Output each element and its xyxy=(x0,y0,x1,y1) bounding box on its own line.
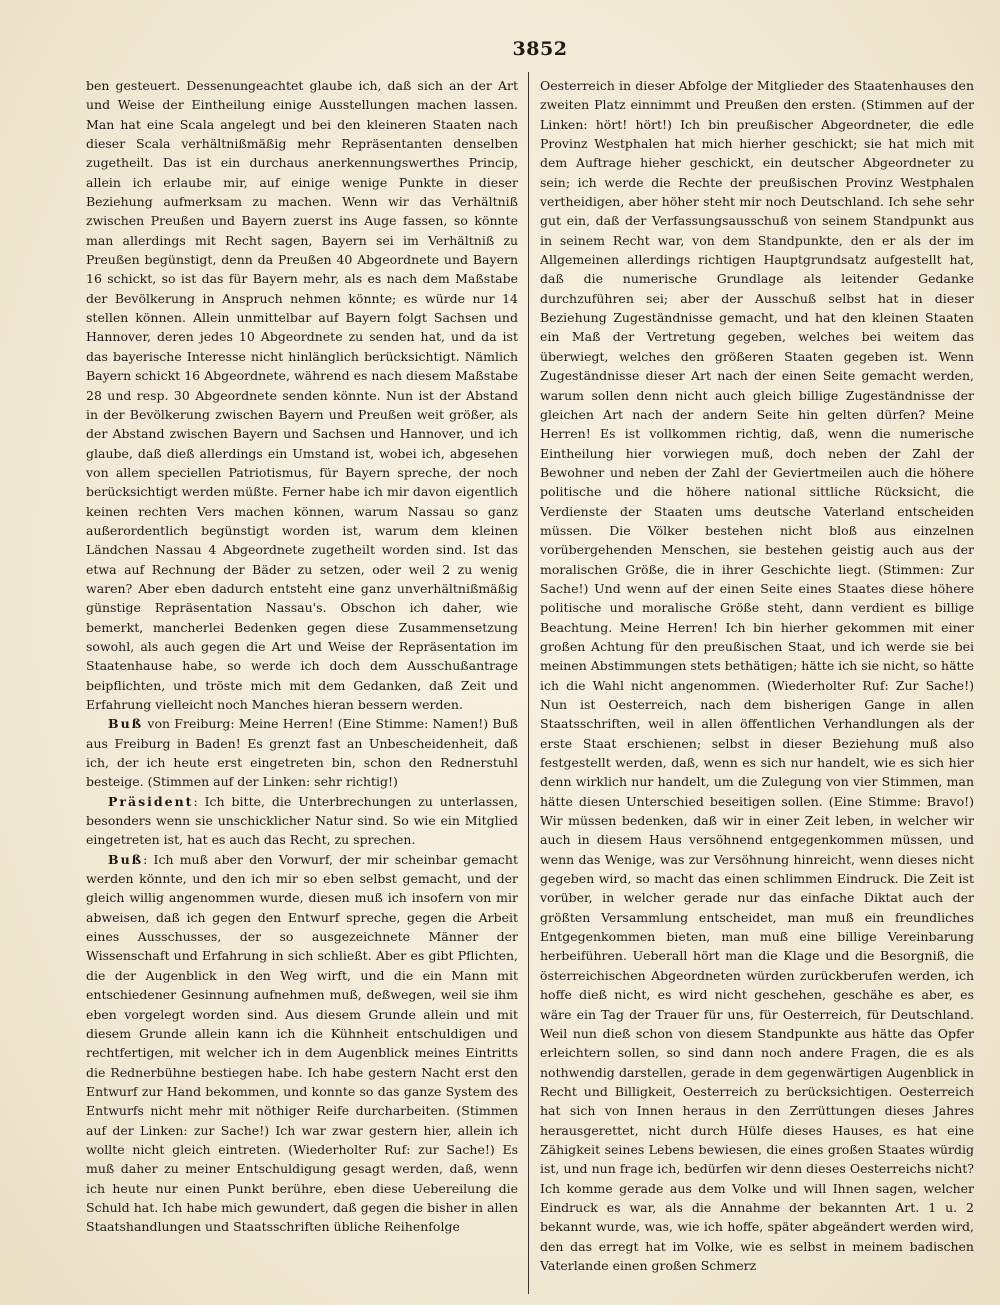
paragraph-buss-intro xyxy=(86,714,518,791)
left-column xyxy=(86,76,518,1291)
column-divider xyxy=(528,72,529,1294)
right-column xyxy=(540,76,974,1291)
page-number: 3852 xyxy=(512,38,568,60)
speech-text: von Freiburg: Meine Herren! (Eine Stimme: Namen!) Buß aus Freiburg in Baden! Es grenzt fast an Unbescheidenheit, daß ich, der ich heute erst eingetreten bin, schon den Rednerstuhl besteige. (Stimmen auf der Linken: sehr richtig!) xyxy=(86,716,518,790)
speaker-name: Buß xyxy=(108,716,144,732)
paragraph-buss-speech xyxy=(86,850,518,1237)
paragraph-president xyxy=(86,792,518,850)
speaker-name: Buß xyxy=(108,851,144,867)
paragraph-right-continuation: Oesterreich in dieser Abfolge der Mitglieder des Staatenhauses den zweiten Platz einnimmt und Preußen den ersten. (Stimmen auf der Linken: hört! hört!) Ich bin preußischer Abgeordneter, die edle Provinz Westphalen hat mich hierher geschickt; sie hat mich mit dem Auftrage hieher geschickt, ein deutscher Abgeordneter zu sein; ich werde die Rechte der preußischen Provinz Westphalen vertheidigen, aber höher steht mir noch Deutschland. Ich sehe sehr gut ein, daß der Verfassungsausschuß von seinem Standpunkt aus in seinem Recht war, von dem Standpunkte, den er als der im Allgemeinen allerdings richtigen Hauptgrundsatz aufgestellt hat, daß die numerische Grundlage als leitender Gedanke durchzuführen sei; aber der Ausschuß selbst hat in dieser Beziehung Zugeständnisse gemacht, und hat den kleinen Staaten ein Maß der Vertretung gegeben, welches bei weitem das überwiegt, welches den größeren Staaten gegeben ist. Wenn Zugeständnisse dieser Art nach der einen Seite gemacht werden, warum sollen denn nicht auch gleich billige Zugeständnisse der gleichen Art nach der andern Seite hin gelten dürfen? Meine Herren! Es ist vollkommen richtig, daß, wenn die numerische Eintheilung hier vorwiegen muß, doch neben der Zahl der Bewohner und neben der Zahl der Geviertmeilen auch die höhere politische und die höhere national sittliche Rücksicht, die Verdienste der Staaten ums deutsche Vaterland entscheiden müssen. Die Völker bestehen nicht bloß aus einzelnen vorübergehenden Menschen, sie bestehen geistig auch aus der moralischen Größe, die in ihrer Geschichte liegt. (Stimmen: Zur Sache!) Und wenn auf der einen Seite eines Staates diese höhere politische und moralische Größe steht, dann verdient es billige Beachtung. Meine Herren! Ich bin hierher gekommen mit einer großen Achtung für den preußischen Staat, und ich werde sie bei meinen Abstimmungen stets bethätigen; hätte ich sie nicht, so hätte ich die Wahl nicht angenommen. (Wiederholter Ruf: Zur Sache!) Nun ist Oesterreich, nach dem bisherigen Gange in allen Staatsschriften, weil in allen öffentlichen Verhandlungen als der erste Staat erschienen; selbst in dieser Beziehung muß also festgestellt werden, daß, wenn es sich nur handelt, wie es sich hier denn wirklich nur handelt, um die Zulegung von vier Stimmen, man hätte diesen Unterschied beseitigen sollen. (Eine Stimme: Bravo!) Wir müssen bedenken, daß wir in einer Zeit leben, in welcher wir auch in diesem Haus versöhnend entgegenkommen müssen, und wenn das Wenige, was zur Versöhnung hinreicht, wenn dieses nicht gegeben wird, so macht das einen schlimmen Eindruck. Die Zeit ist vorüber, in welcher gerade nur das einfache Diktat auch der größten Versammlung entscheidet, man muß ein freundliches Entgegenkommen bieten, man muß eine billige Vereinbarung herbeiführen. Ueberall hört man die Klage und die Besorgniß, die österreichischen Abgeordneten würden zurückberufen werden, ich hoffe dieß nicht, es wird nicht geschehen, geschähe es aber, es wäre ein Tag der Trauer für uns, für Oesterreich, für Deutschland. Weil nun dieß schon von diesem Standpunkte aus hätte das Opfer erleichtern sollen, so sind dann noch andere Fragen, die es als nothwendig darstellen, gerade in dem gegenwärtigen Augenblick in Recht und Billigkeit, Oesterreich zu berücksichtigen. Oesterreich hat sich von Innen heraus in den Zerrüttungen dieses Jahres herausgerettet, nicht durch Hülfe dieses Hauses, es hat eine Zähigkeit seines Lebens bewiesen, die eines großen Staates würdig ist, und nun frage ich, bedürfen wir denn dieses Oesterreichs nicht? Ich komme gerade aus dem Volke und will Ihnen sagen, welcher Eindruck es war, als die Annahme der bekannten Art. 1 u. 2 bekannt wurde, was, wie ich hoffe, später abgeändert werden wird, den das erregt hat im Volke, wie es selbst in meinem badischen Vaterlande einen großen Schmerz xyxy=(540,78,974,1273)
speech-text: : Ich bitte, die Unterbrechungen zu unterlassen, besonders wenn sie unschicklicher Natur sind. So wie ein Mitglied eingetreten ist, hat es auch das Recht, zu sprechen. xyxy=(86,793,518,848)
paragraph-continuation: ben gesteuert. Dessenungeachtet glaube ich, daß sich an der Art und Weise der Eintheilung einige Ausstellungen machen lassen. Man hat eine Scala angelegt und bei den kleineren Staaten nach dieser Scala verhältnißmäßig mehr Repräsentanten denselben zugetheilt. Das ist ein durchaus anerkennungswerthes Princip, allein ich erlaube mir, auf einige wenige Punkte in dieser Beziehung aufmerksam zu machen. Wenn wir das Verhältniß zwischen Preußen und Bayern zuerst ins Auge fassen, so könnte man allerdings mit Recht sagen, Bayern sei im Verhältniß zu Preußen begünstigt, denn da Preußen 40 Abgeordnete und Bayern 16 schickt, so ist das für Bayern mehr, als es nach dem Maßstabe der Bevölkerung in Anspruch nehmen könnte; es würde nur 14 stellen können. Allein unmittelbar auf Bayern folgt Sachsen und Hannover, deren jedes 10 Abgeordnete zu senden hat, und da ist das bayerische Interesse nicht hinlänglich berücksichtigt. Nämlich Bayern schickt 16 Abgeordnete, während es nach diesem Maßstabe 28 und resp. 30 Abgeordnete senden könnte. Nun ist der Abstand in der Bevölkerung zwischen Bayern und Preußen weit größer, als der Abstand zwischen Bayern und Sachsen und Hannover, und ich glaube, daß dieß allerdings ein Umstand ist, wobei ich, abgesehen von allem speciellen Patriotismus, für Bayern spreche, der noch berücksichtigt werden müßte. Ferner habe ich mir davon eigentlich keinen rechten Vers machen können, warum Nassau so ganz außerordentlich begünstigt worden ist, warum dem kleinen Ländchen Nassau 4 Abgeordnete zugetheilt worden sind. Ist das etwa auf Rechnung der Bäder zu setzen, oder weil 2 zu wenig waren? Aber eben dadurch entsteht eine ganz unverhältnißmäßig günstige Repräsentation Nassau's. Obschon ich daher, wie bemerkt, mancherlei Bedenken gegen diese Zusammensetzung sowohl, als auch gegen die Art und Weise der Repräsentation im Staatenhause habe, so werde ich doch dem Ausschußantrage beipflichten, und tröste mich mit dem Gedanken, daß Zeit und Erfahrung vielleicht noch Manches hieran bessern werden. xyxy=(86,78,518,712)
speech-text: : Ich muß aber den Vorwurf, der mir scheinbar gemacht werden könnte, und den ich mir so eben selbst gemacht, und der gleich willig angenommen wurde, diesen muß ich insofern von mir abweisen, daß ich gegen den Entwurf spreche, gegen die Arbeit eines Ausschusses, der so ausgezeichnete Männer der Wissenschaft und Erfahrung in sich schließt. Aber es gibt Pflichten, die der Augenblick in den Weg wirft, und die ein Mann mit entschiedener Gesinnung aufnehmen muß, deßwegen, weil sie ihm eben vorgelegt worden sind. Aus diesem Grunde allein und mit diesem Grunde allein kann ich die Kühnheit entschuldigen und rechtfertigen, mit welcher ich in dem Augenblick meines Eintritts die Rednerbühne bestiegen habe. Ich habe gestern Nacht erst den Entwurf zur Hand bekommen, und konnte so das ganze System des Entwurfs nicht mehr mit nöthiger Reife durcharbeiten. (Stimmen auf der Linken: zur Sache!) Ich war zwar gestern hier, allein ich wollte nicht gleich eintreten. (Wiederholter Ruf: zur Sache!) Es muß daher zu meiner Entschuldigung gesagt werden, daß, wenn ich heute nur einen Punkt berühre, eben diese Uebereilung die Schuld hat. Ich habe mich gewundert, daß gegen die bisher in allen Staatshandlungen und Staatsschriften übliche Reihenfolge xyxy=(86,851,518,1235)
speaker-name: Präsident xyxy=(108,793,194,809)
